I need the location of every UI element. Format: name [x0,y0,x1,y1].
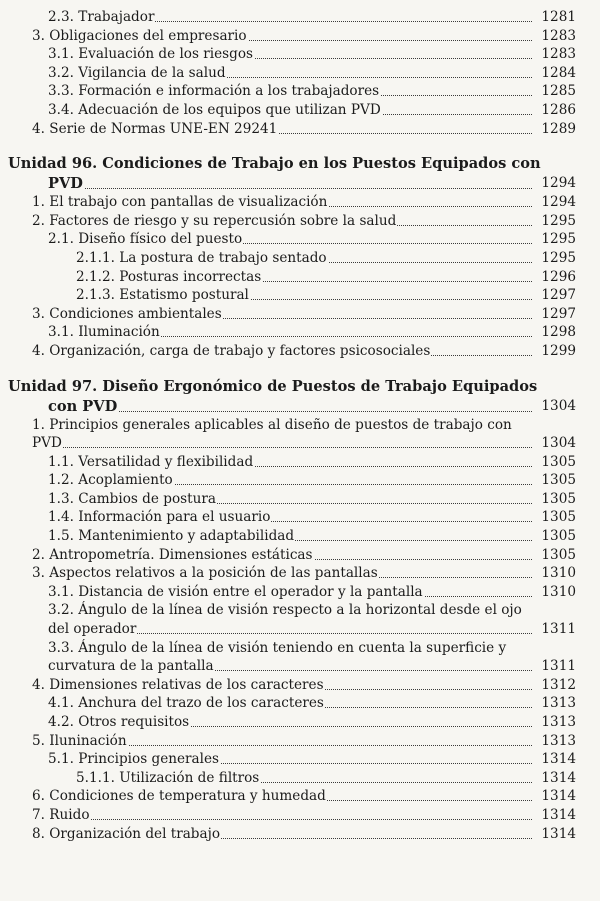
toc-page-number: 1305 [538,453,576,472]
toc-section-c [0,416,600,844]
toc-entry[interactable] [0,639,600,658]
toc-page-number: 1284 [538,64,576,83]
leader-dots [32,819,532,820]
toc-page-number: 1281 [538,8,576,27]
unit-97-page: 1304 [538,397,576,416]
toc-page-number: 1305 [538,508,576,527]
toc-page-number: 1297 [538,305,576,324]
toc-entry-title: 3. Aspectos relativos a la posición de las pantallas [32,565,378,582]
toc-page-number: 1295 [538,230,576,249]
toc-page-number: 1310 [538,564,576,583]
toc-page-number: 1294 [538,193,576,212]
toc-entry[interactable] [0,825,600,844]
toc-entry-title: 1. Principios generales aplicables al diseño de puestos de trabajo con [32,416,512,433]
toc-section-b [0,193,600,360]
toc-page-number: 1289 [538,120,576,139]
toc-page-number: 1305 [538,527,576,546]
toc-entry-title: 3.2. Ángulo de la línea de visión respecto a la horizontal desde el ojo [48,602,522,619]
toc-entry-title-cont: PVD [32,435,62,452]
toc-entry-title: 4. Organización, carga de trabajo y factores psicosociales [32,342,431,359]
unit-97-heading [0,377,600,397]
toc-entry[interactable] [0,101,600,120]
toc-entry-title: 7. Ruido [32,806,90,823]
toc-entry[interactable] [0,120,600,139]
toc-entry-title: 3.2. Vigilancia de la salud [48,64,226,81]
toc-entry[interactable] [0,546,600,565]
unit-96-page: 1294 [538,174,576,193]
toc-entry-title: 3. Obligaciones del empresario [32,27,247,44]
toc-entry-title: 4. Serie de Normas UNE-EN 29241 [32,120,278,137]
toc-entry[interactable] [0,268,600,287]
toc-entry[interactable] [0,583,600,602]
section-gap [0,138,600,154]
toc-page-number: 1298 [538,323,576,342]
toc-entry-title: 4.1. Anchura del trazo de los caracteres [48,695,324,712]
toc-entry-title: 1. El trabajo con pantallas de visualización [32,194,328,211]
toc-entry[interactable] [0,806,600,825]
toc-entry-title: 3.1. Iluminación [48,324,160,341]
toc-entry[interactable] [0,676,600,695]
toc-entry[interactable] [0,601,600,620]
toc-entry-title: 5.1. Principios generales [48,751,220,768]
toc-page-number: 1305 [538,490,576,509]
leader-dots [32,447,532,448]
toc-entry-title: 4.2. Otros requisitos [48,714,190,730]
leader-dots [48,411,532,412]
toc-page-number: 1311 [538,620,576,639]
toc-entry[interactable] [0,416,600,435]
unit-96-heading-cont [0,174,600,193]
toc-entry[interactable] [0,694,600,713]
toc-entry-title: 2.1.2. Posturas incorrectas [76,268,262,285]
toc-page-number: 1311 [538,657,576,676]
toc-entry-continuation[interactable] [0,434,600,453]
toc-page-number: 1313 [538,732,576,751]
toc-entry-title: 3.3. Formación e información a los trabajadores [48,83,380,100]
leader-dots [48,188,532,189]
toc-entry-title: 2. Factores de riesgo y su repercusión sobre la salud [32,212,397,229]
unit-96-title-cont: PVD [48,175,83,193]
toc-entry-title: 4. Dimensiones relativas de los caracteres [32,676,324,693]
section-gap [0,361,600,377]
toc-page-number: 1295 [538,212,576,231]
toc-page-number: 1297 [538,286,576,305]
table-of-contents [0,8,600,843]
toc-entry[interactable] [0,45,600,64]
toc-page-number: 1304 [538,434,576,453]
toc-entry[interactable] [0,64,600,83]
toc-entry-title: 5. Iluninación [32,732,127,749]
toc-entry[interactable] [0,323,600,342]
toc-entry[interactable] [0,249,600,268]
toc-page-number: 1313 [538,694,576,713]
toc-entry-title: 2.1. Diseño físico del puesto [48,231,243,248]
toc-entry-title: 6. Condiciones de temperatura y humedad [32,788,326,805]
toc-page-number: 1310 [538,583,576,602]
toc-entry[interactable] [0,453,600,472]
toc-entry-title: 1.3. Cambios de postura [48,490,216,507]
toc-entry[interactable] [0,769,600,788]
toc-page-number: 1299 [538,342,576,361]
toc-entry[interactable] [0,527,600,546]
toc-entry-title: 5.1.1. Utilización de filtros [76,769,260,786]
toc-entry-title: 1.2. Acoplamiento [48,472,173,489]
toc-entry[interactable] [0,82,600,101]
toc-entry-title: 1.5. Mantenimiento y adaptabilidad [48,528,295,545]
toc-page-number: 1286 [538,101,576,120]
toc-page-number: 1295 [538,249,576,268]
toc-entry-title: 3.3. Ángulo de la línea de visión teniendo en cuenta la superficie y [48,639,507,656]
toc-entry[interactable] [0,713,600,732]
toc-page-number: 1313 [538,713,576,732]
unit-97-heading-cont [0,397,600,416]
toc-entry[interactable] [0,750,600,769]
unit-97-title-cont: con PVD [48,397,118,415]
toc-entry[interactable] [0,27,600,46]
toc-entry-title: 8. Organización del trabajo [32,825,221,842]
toc-page-number: 1314 [538,769,576,788]
toc-page-number: 1305 [538,546,576,565]
toc-entry[interactable] [0,342,600,361]
toc-page-number: 1285 [538,82,576,101]
toc-entry-title: 2.1.3. Estatismo postural [76,287,249,304]
toc-entry[interactable] [0,732,600,751]
toc-page-number: 1312 [538,676,576,695]
toc-entry[interactable] [0,508,600,527]
toc-entry[interactable] [0,230,600,249]
toc-page-number: 1314 [538,750,576,769]
toc-entry-title-cont: del operador [48,621,137,638]
toc-entry-title-cont: curvatura de la pantalla [48,658,214,675]
toc-entry[interactable] [0,212,600,231]
toc-entry-title: 3.4. Adecuación de los equipos que utilizan PVD [48,101,381,118]
toc-entry[interactable] [0,471,600,490]
toc-entry-title: 3. Condiciones ambientales [32,305,222,322]
toc-entry[interactable] [0,193,600,212]
unit-97-title: Unidad 97. Diseño Ergonómico de Puestos de Trabajo Equipados [8,377,538,395]
toc-entry-title: 1.1. Versatilidad y flexibilidad [48,453,254,470]
toc-page-number: 1314 [538,787,576,806]
unit-96-title: Unidad 96. Condiciones de Trabajo en los Puestos Equipados con [8,155,541,173]
toc-entry[interactable] [0,490,600,509]
toc-entry[interactable] [0,787,600,806]
toc-entry-title: 3.1. Evaluación de los riesgos [48,46,254,63]
toc-entry[interactable] [0,305,600,324]
toc-page-number: 1314 [538,825,576,844]
toc-entry-title: 2.3. Trabajador [48,9,155,25]
toc-entry[interactable] [0,8,600,27]
toc-entry-title: 2.1.1. La postura de trabajo sentado [76,249,327,266]
toc-entry[interactable] [0,564,600,583]
toc-page-number: 1314 [538,806,576,825]
toc-entry[interactable] [0,286,600,305]
toc-entry-title: 1.4. Información para el usuario [48,509,271,526]
unit-96-heading [0,154,600,174]
toc-entry-continuation[interactable] [0,657,600,676]
toc-entry-title: 2. Antropometría. Dimensiones estáticas [32,546,313,563]
toc-page-number: 1296 [538,268,576,287]
toc-page-number: 1305 [538,471,576,490]
toc-page-number: 1283 [538,27,576,46]
toc-entry-title: 3.1. Distancia de visión entre el operador y la pantalla [48,583,423,600]
toc-entry-continuation[interactable] [0,620,600,639]
toc-section-a [0,8,600,138]
toc-page-number: 1283 [538,45,576,64]
